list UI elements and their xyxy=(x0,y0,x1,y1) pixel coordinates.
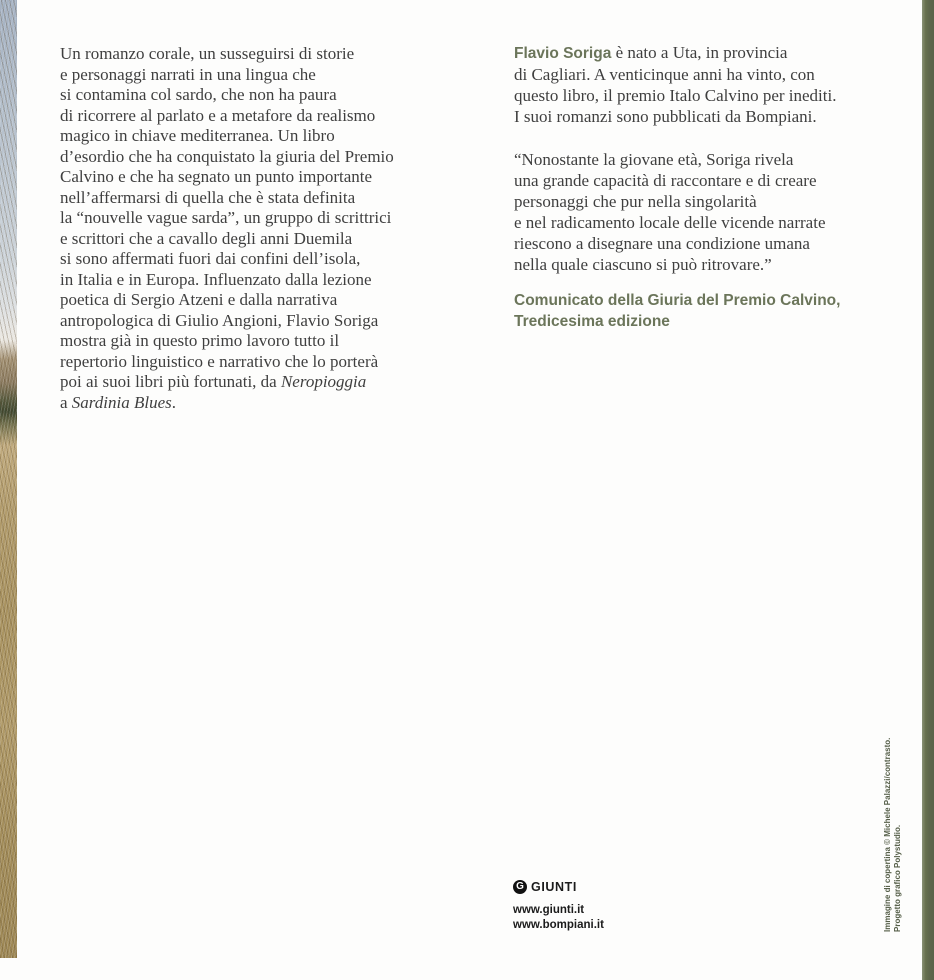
text-line: poetica di Sergio Atzeni e dalla narrativa xyxy=(60,290,338,309)
text-line: antropologica di Giulio Angioni, Flavio Soriga xyxy=(60,310,379,330)
text-line: questo libro, il premio Italo Calvino per inediti. xyxy=(514,86,837,105)
text-line: Calvino e che ha segnato un punto importante xyxy=(60,167,373,186)
text-line: e nel radicamento locale delle vicende narrate xyxy=(514,213,826,232)
giunti-g-icon: G xyxy=(513,880,527,894)
publisher-urls xyxy=(513,903,604,932)
text-line: nella quale ciascuno si può ritrovare.” xyxy=(514,255,772,274)
accent-bar xyxy=(922,0,934,980)
jury-quote-text xyxy=(514,149,918,275)
text-line: mostra già in questo primo lavoro tutto il xyxy=(60,331,340,350)
author-bio-text xyxy=(514,42,918,127)
giunti-logo xyxy=(513,880,604,894)
text-line: una grande capacità di raccontare e di creare xyxy=(514,171,817,190)
text-line: si contamina col sardo, che non ha paura xyxy=(60,85,337,104)
jury-credit-text xyxy=(514,290,918,332)
text-line: di ricorrere al parlato e a metafore da realismo xyxy=(60,105,376,125)
synopsis-text xyxy=(60,44,475,413)
text-line: a Sardinia Blues. xyxy=(60,392,176,412)
text-line: si sono affermati fuori dai confini dell’isola, xyxy=(60,249,361,268)
text-line: Immagine di copertina © Michele Palazzi/contrasto. xyxy=(883,737,892,932)
text-line: e personaggi narrati in una lingua che xyxy=(60,64,316,84)
text-line: personaggi che pur nella singolarità xyxy=(514,192,757,211)
text-line: Tredicesima edizione xyxy=(514,313,670,330)
text-line: d’esordio che ha conquistato la giuria del Premio xyxy=(60,146,394,166)
text-line: Un romanzo corale, un susseguirsi di storie xyxy=(60,44,355,63)
photo-design-credit xyxy=(883,737,902,932)
text-line: poi ai suoi libri più fortunati, da Neropioggia xyxy=(60,372,367,391)
text-line: magico in chiave mediterranea. Un libro xyxy=(60,126,335,145)
text-line: in Italia e in Europa. Influenzato dalla lezione xyxy=(60,269,372,289)
text-line: repertorio linguistico e narrativo che lo porterà xyxy=(60,351,379,371)
cover-photo-strip xyxy=(0,0,17,958)
text-line: la “nouvelle vague sarda”, un gruppo di scrittrici xyxy=(60,208,392,227)
right-column xyxy=(514,42,918,332)
text-line: Comunicato della Giuria del Premio Calvino, xyxy=(514,292,841,309)
text-line: di Cagliari. A venticinque anni ha vinto, con xyxy=(514,65,815,84)
text-line: riescono a disegnare una condizione umana xyxy=(514,234,810,253)
text-line: “Nonostante la giovane età, Soriga rivela xyxy=(514,150,794,169)
text-line: nell’affermarsi di quella che è stata definita xyxy=(60,187,356,207)
giunti-logo-word: GIUNTI xyxy=(531,880,577,894)
text-line: e scrittori che a cavallo degli anni Duemila xyxy=(60,228,353,248)
text-line: I suoi romanzi sono pubblicati da Bompiani. xyxy=(514,107,817,126)
text-line: Progetto grafico Polystudio. xyxy=(892,824,902,932)
bompiani-url: www.bompiani.it xyxy=(513,918,604,931)
publisher-footer xyxy=(513,880,604,932)
giunti-url: www.giunti.it xyxy=(513,904,585,916)
text-line: Flavio Soriga è nato a Uta, in provincia xyxy=(514,43,788,62)
